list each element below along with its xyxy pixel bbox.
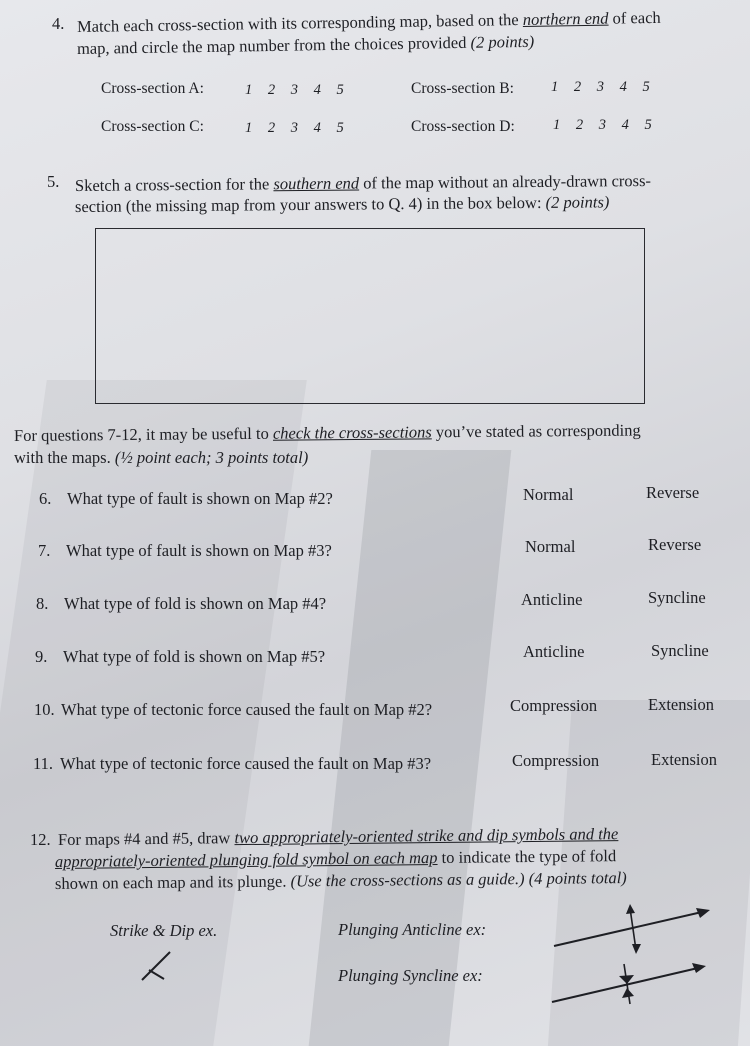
q7-number: 7.	[38, 541, 51, 560]
q12-line2-underline: appropriately-oriented plunging fold symbol on each map	[54, 847, 438, 871]
q10-text: What type of tectonic force caused the fault on Map #2?	[61, 700, 433, 719]
intro-underline: check the cross-sections	[272, 422, 432, 443]
q4-line-1	[77, 8, 661, 37]
cross-section-c-label: Cross-section C:	[101, 118, 204, 135]
q8-option-anticline[interactable]: Anticline	[521, 590, 583, 609]
q9-text: What type of fold is shown on Map #5?	[63, 647, 326, 666]
intro-line2-text: with the maps.	[14, 448, 115, 467]
q12-line1-underline: two appropriately-oriented strike and dip symbols and the	[234, 824, 619, 848]
strike-dip-symbol-icon	[136, 946, 176, 986]
cross-section-d-choices[interactable]: 1 2 3 4 5	[553, 117, 658, 133]
q9-number: 9.	[35, 647, 48, 666]
q4-number: 4.	[52, 14, 65, 33]
q10-number: 10.	[34, 700, 55, 719]
q4-points: (2 points)	[470, 31, 535, 52]
cross-section-b-label: Cross-section B:	[411, 80, 514, 97]
q4-line1-text-a: Match each cross-section with its corresponding map, based on the	[76, 9, 523, 36]
q11-option-compression[interactable]: Compression	[512, 751, 600, 770]
q8-option-syncline[interactable]: Syncline	[648, 588, 706, 607]
q4-line1-underline: northern end	[522, 8, 609, 29]
q12-line-3	[55, 868, 627, 894]
q12-line2-text: to indicate the type of fold	[437, 846, 617, 867]
intro-line1-text-a: For questions 7-12, it may be useful to	[13, 423, 274, 445]
plunging-syncline-label: Plunging Syncline ex:	[338, 966, 483, 985]
q7-option-normal[interactable]: Normal	[525, 537, 576, 556]
shadow-band	[309, 450, 512, 1046]
q12-line1-text: For maps #4 and #5, draw	[57, 828, 235, 849]
q5-line2-text: section (the missing map from your answers to Q. 4) in the box below:	[74, 192, 546, 216]
q9-option-syncline[interactable]: Syncline	[651, 641, 709, 660]
strike-dip-label: Strike & Dip ex.	[110, 921, 218, 940]
q7-text: What type of fault is shown on Map #3?	[66, 541, 332, 560]
q6-text: What type of fault is shown on Map #2?	[67, 489, 333, 508]
sketch-answer-box[interactable]	[95, 228, 645, 404]
q10-option-compression[interactable]: Compression	[510, 696, 598, 715]
q11-text: What type of tectonic force caused the fault on Map #3?	[60, 754, 432, 773]
q6-number: 6.	[39, 489, 52, 508]
cross-section-d-label: Cross-section D:	[411, 118, 515, 135]
q10-option-extension[interactable]: Extension	[648, 695, 714, 714]
q5-points: (2 points)	[545, 192, 610, 212]
q9-option-anticline[interactable]: Anticline	[523, 642, 585, 661]
q5-line-2	[75, 192, 610, 217]
cross-section-a-label: Cross-section A:	[101, 80, 204, 97]
q11-number: 11.	[33, 754, 54, 773]
plunging-anticline-symbol-icon	[550, 902, 715, 954]
q6-option-normal[interactable]: Normal	[523, 485, 574, 504]
q8-text: What type of fold is shown on Map #4?	[64, 594, 327, 613]
intro-line-1	[14, 421, 641, 446]
intro-line-2	[14, 448, 308, 468]
q5-line1-underline: southern end	[273, 173, 360, 194]
cross-section-a-choices[interactable]: 1 2 3 4 5	[245, 82, 350, 98]
q4-line2-text: map, and circle the map number from the choices provided	[76, 32, 471, 58]
q4-line1-text-b: of each	[608, 7, 661, 28]
q5-line1-text-b: of the map without an already-drawn cross-	[359, 170, 652, 193]
q5-number: 5.	[47, 172, 60, 191]
q12-line3-italic: (Use the cross-sections as a guide.) (4 points total)	[290, 868, 627, 891]
plunging-anticline-label: Plunging Anticline ex:	[338, 920, 487, 939]
q8-number: 8.	[36, 594, 49, 613]
q12-line3-text: shown on each map and its plunge.	[54, 871, 291, 893]
intro-points: (½ point each; 3 points total)	[114, 448, 309, 467]
intro-line1-text-b: you’ve stated as corresponding	[431, 420, 641, 442]
q12-number: 12.	[30, 830, 51, 849]
q5-line1-text-a: Sketch a cross-section for the	[74, 174, 274, 195]
plunging-syncline-symbol-icon	[548, 958, 713, 1008]
q11-option-extension[interactable]: Extension	[651, 750, 717, 769]
cross-section-b-choices[interactable]: 1 2 3 4 5	[551, 79, 656, 95]
cross-section-c-choices[interactable]: 1 2 3 4 5	[245, 120, 350, 136]
q7-option-reverse[interactable]: Reverse	[648, 535, 702, 554]
q6-option-reverse[interactable]: Reverse	[646, 483, 700, 502]
